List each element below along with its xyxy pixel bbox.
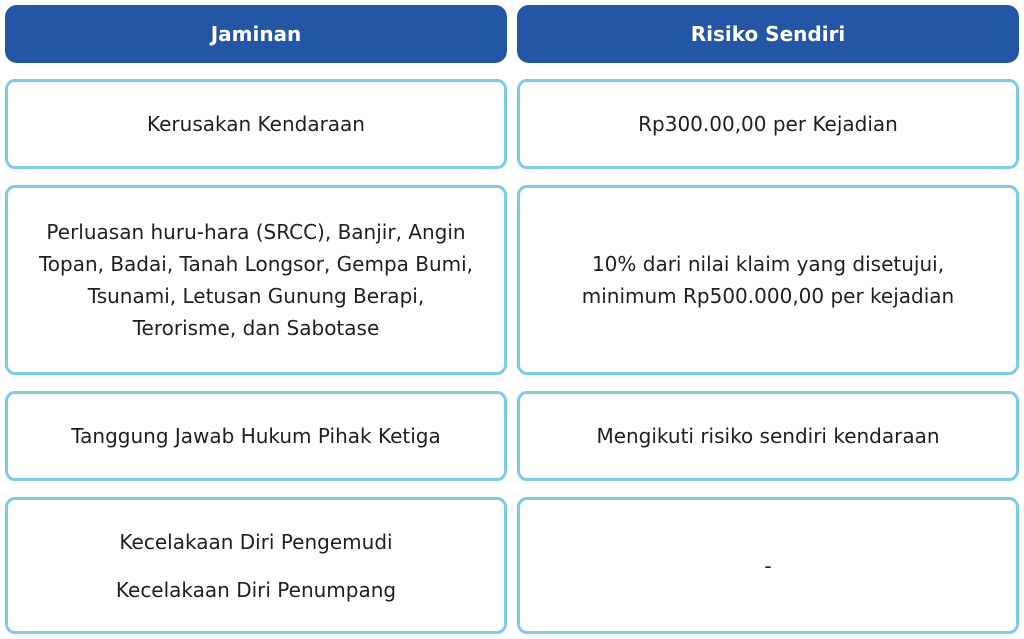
deductible-text: Rp300.00,00 per Kejadian <box>638 112 898 136</box>
coverage-cell-extended-perils <box>5 185 507 375</box>
deductible-cell-personal-accident <box>517 497 1019 634</box>
coverage-cell-personal-accident <box>5 497 507 634</box>
header-deductible <box>517 5 1019 63</box>
coverage-text: Kerusakan Kendaraan <box>147 112 365 136</box>
coverage-text: Tanggung Jawab Hukum Pihak Ketiga <box>71 424 441 448</box>
deductible-cell-third-party-liability <box>517 391 1019 481</box>
deductible-cell-vehicle-damage <box>517 79 1019 169</box>
coverage-text: Perluasan huru-hara (SRCC), Banjir, Angin Topan, Badai, Tanah Longsor, Gempa Bumi, Tsunami, Letusan Gunung Berapi, Terorisme, dan Sabotase <box>38 220 474 340</box>
deductible-text: - <box>764 553 772 578</box>
deductible-cell-extended-perils <box>517 185 1019 375</box>
coverage-cell-third-party-liability <box>5 391 507 481</box>
header-coverage <box>5 5 507 63</box>
coverage-text: Kecelakaan Diri Penumpang <box>115 577 397 602</box>
header-deductible-label: Risiko Sendiri <box>690 22 846 46</box>
header-coverage-label: Jaminan <box>210 22 302 46</box>
coverage-text: Kecelakaan Diri Pengemudi <box>119 529 393 554</box>
deductible-text: 10% dari nilai klaim yang disetujui, minimum Rp500.000,00 per kejadian <box>581 252 955 308</box>
coverage-cell-vehicle-damage <box>5 79 507 169</box>
deductible-text: Mengikuti risiko sendiri kendaraan <box>596 424 940 448</box>
